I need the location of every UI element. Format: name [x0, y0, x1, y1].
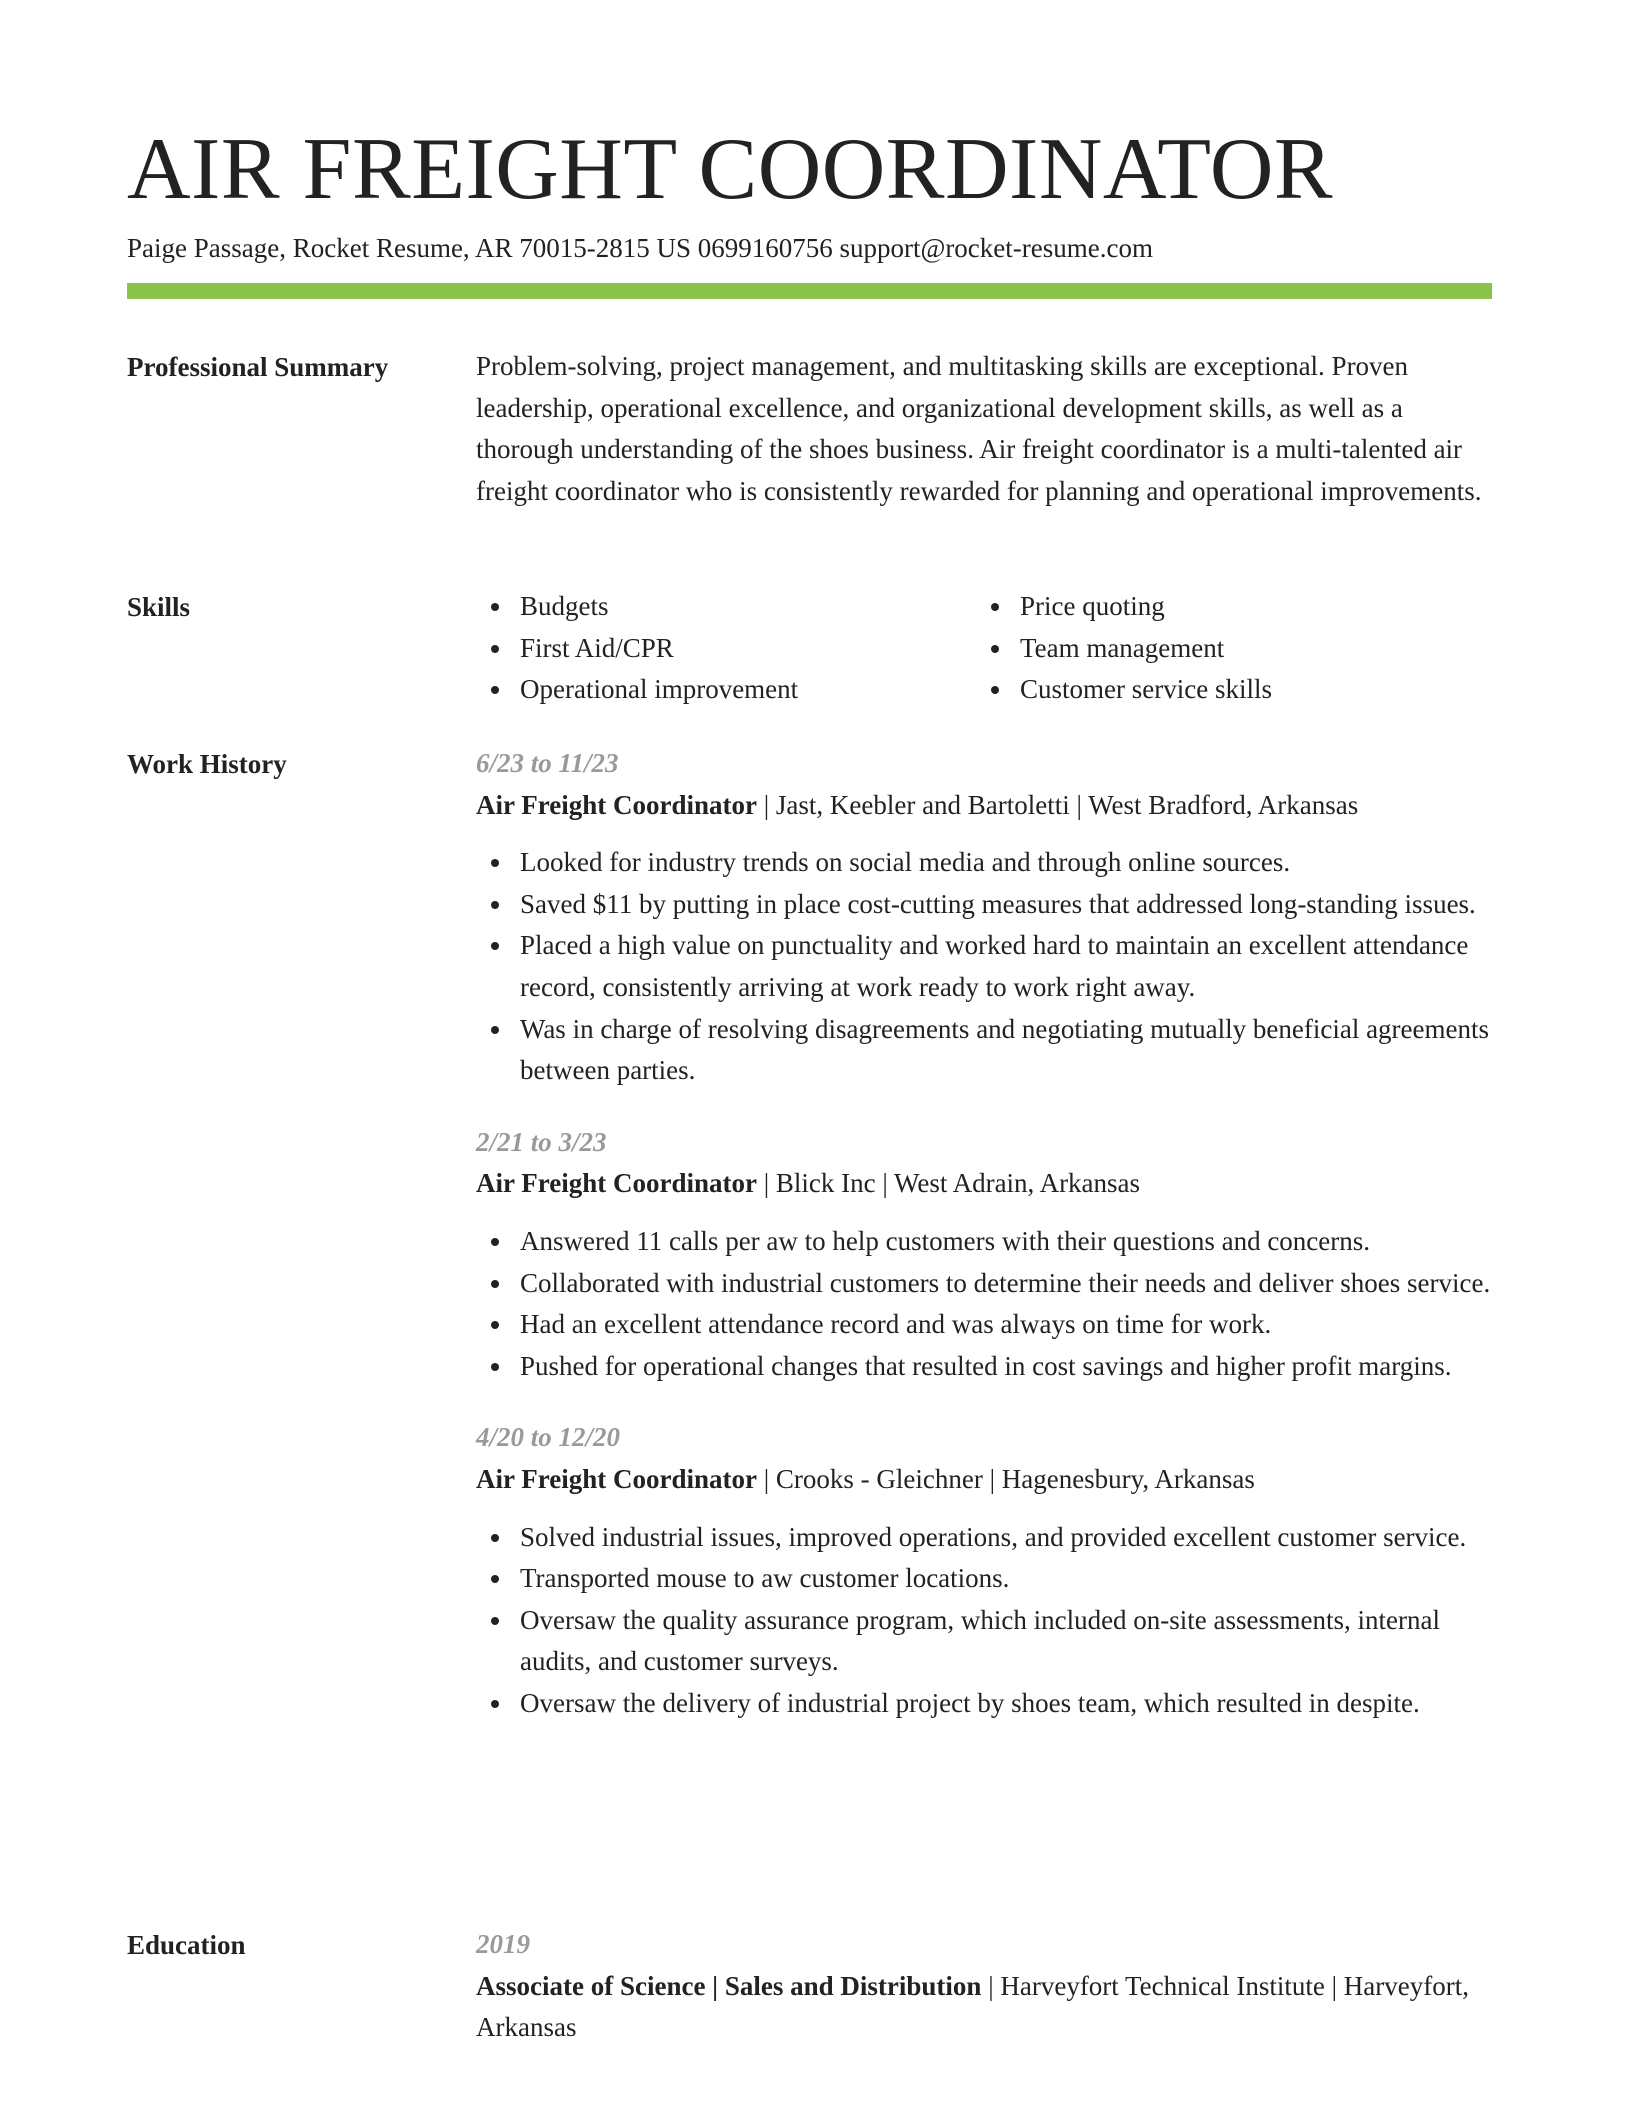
education-line — [476, 1966, 1492, 2049]
summary-heading: Professional Summary — [127, 352, 389, 382]
job-title-line — [476, 1163, 1492, 1205]
job-dates: 2/21 to 3/23 — [476, 1126, 607, 1157]
summary-text: Problem-solving, project management, and multitasking skills are exceptional. Proven leadership, operational excellence, and organizational development skills, as well as a thorough understanding of the shoes business. Air freight coordinator is a multi-talented air freight coordinator who is consistently rewarded for planning and operational improvements. — [476, 351, 1482, 506]
education-body — [476, 1924, 1492, 2049]
job-bullet: Looked for industry trends on social media and through online sources. — [520, 842, 1492, 884]
job-entry — [476, 1417, 1492, 1724]
skills-column-right — [976, 586, 1476, 711]
skills-body — [476, 586, 1492, 711]
job-title-line — [476, 785, 1492, 827]
job-bullet: Was in charge of resolving disagreements and negotiating mutually beneficial agreements between parties. — [520, 1009, 1492, 1092]
job-bullet: Pushed for operational changes that resulted in cost savings and higher profit margins. — [520, 1346, 1492, 1388]
contact-line: Paige Passage, Rocket Resume, AR 70015-2815 US 0699160756 support@rocket-resume.com — [127, 233, 1153, 263]
skill-item: Team management — [1020, 628, 1476, 670]
skill-item: Customer service skills — [1020, 669, 1476, 711]
job-bullet: Collaborated with industrial customers to determine their needs and deliver shoes service. — [520, 1263, 1492, 1305]
job-bullet: Oversaw the delivery of industrial project by shoes team, which resulted in despite. — [520, 1683, 1492, 1725]
job-entry — [476, 743, 1492, 1092]
job-employer-location: | Crooks - Gleichner | Hagenesbury, Arkansas — [756, 1463, 1255, 1494]
job-title: Air Freight Coordinator — [476, 1463, 757, 1494]
job-bullet: Saved $11 by putting in place cost-cutting measures that addressed long-standing issues. — [520, 884, 1492, 926]
job-title-line — [476, 1459, 1492, 1501]
skill-item: First Aid/CPR — [520, 628, 976, 670]
work-history-body — [476, 743, 1492, 1724]
education-year: 2019 — [476, 1929, 530, 1959]
skill-item: Budgets — [520, 586, 976, 628]
job-employer-location: | Blick Inc | West Adrain, Arkansas — [756, 1168, 1141, 1199]
summary-body — [476, 346, 1492, 512]
job-bullet: Solved industrial issues, improved operations, and provided excellent customer service. — [520, 1517, 1492, 1559]
resume-title: AIR FREIGHT COORDINATOR — [127, 121, 1334, 218]
job-bullets — [476, 1221, 1492, 1387]
skill-item: Price quoting — [1020, 586, 1476, 628]
job-title: Air Freight Coordinator — [476, 789, 757, 820]
job-title: Air Freight Coordinator — [476, 1168, 757, 1199]
skill-item: Operational improvement — [520, 669, 976, 711]
skills-heading: Skills — [127, 592, 191, 622]
skills-column-left — [476, 586, 976, 711]
job-bullet: Had an excellent attendance record and was always on time for work. — [520, 1304, 1492, 1346]
job-bullet: Oversaw the quality assurance program, which included on-site assessments, internal audits, and customer surveys. — [520, 1600, 1492, 1683]
job-bullets — [476, 1517, 1492, 1725]
work-history-heading: Work History — [127, 749, 287, 779]
skills-grid — [476, 586, 1492, 711]
job-bullet: Placed a high value on punctuality and worked hard to maintain an excellent attendance record, consistently arriving at work ready to work right away. — [520, 925, 1492, 1008]
job-dates: 4/20 to 12/20 — [476, 1422, 621, 1453]
education-degree: Associate of Science | Sales and Distribution — [476, 1970, 982, 2001]
education-heading: Education — [127, 1930, 246, 1960]
accent-divider — [127, 283, 1492, 299]
job-bullet: Answered 11 calls per aw to help customers with their questions and concerns. — [520, 1221, 1492, 1263]
job-bullets — [476, 842, 1492, 1092]
job-employer-location: | Jast, Keebler and Bartoletti | West Bradford, Arkansas — [756, 789, 1359, 820]
education-school-location: | Harveyfort Technical Institute | Harveyfort, Arkansas — [476, 1970, 1469, 2043]
job-entry — [476, 1122, 1492, 1388]
job-dates: 6/23 to 11/23 — [476, 748, 619, 778]
job-bullet: Transported mouse to aw customer locations. — [520, 1558, 1492, 1600]
